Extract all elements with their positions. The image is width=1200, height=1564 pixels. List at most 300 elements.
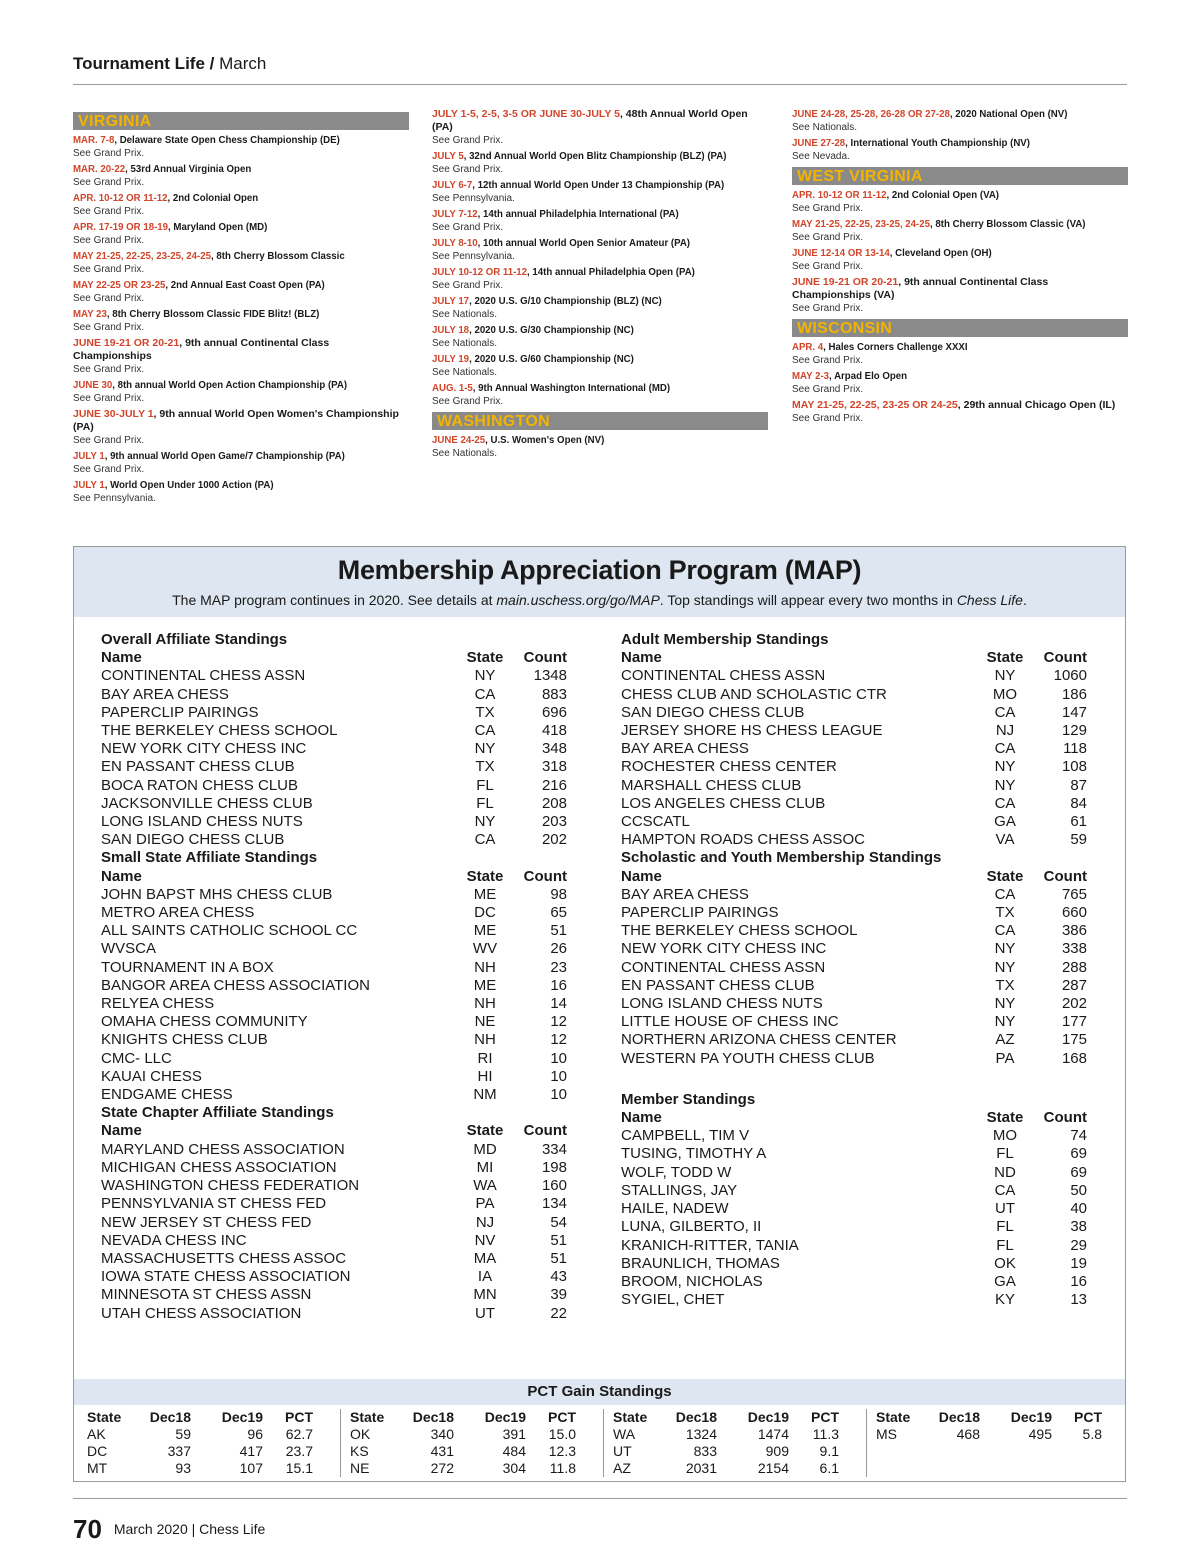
event-reference: See Grand Prix. bbox=[792, 203, 864, 214]
event-reference: See Grand Prix. bbox=[432, 164, 504, 175]
standings-title: State Chapter Affiliate Standings bbox=[101, 1104, 334, 1122]
table-row bbox=[101, 777, 567, 795]
event-listing bbox=[432, 208, 768, 234]
pct-cell: 62.7 bbox=[285, 1426, 313, 1442]
pct-header-cell: Dec19 bbox=[221, 1409, 263, 1425]
pct-gain-title: PCT Gain Standings bbox=[74, 1379, 1125, 1405]
row-state: NY bbox=[994, 667, 1016, 685]
event-title: , 9th annual Continental Class Championships bbox=[73, 337, 330, 362]
table-row bbox=[101, 1305, 567, 1323]
listing-column-1 bbox=[73, 108, 409, 508]
row-count: 186 bbox=[1061, 685, 1087, 703]
map-subtitle-text: . Top standings will appear every two months in bbox=[659, 592, 957, 608]
event-title: , 14th annual Philadelphia International (PA) bbox=[477, 208, 679, 220]
event-reference: See Grand Prix. bbox=[73, 293, 145, 304]
col-name-header: Name bbox=[101, 649, 142, 667]
row-state: NY bbox=[474, 813, 496, 831]
col-name-header: Name bbox=[101, 867, 142, 885]
row-name: BOCA RATON CHESS CLUB bbox=[101, 776, 298, 794]
table-row bbox=[101, 940, 567, 958]
event-title: , 2nd Colonial Open (VA) bbox=[886, 189, 1000, 201]
pct-header-cell: PCT bbox=[811, 1409, 839, 1425]
row-state: ME bbox=[473, 885, 497, 903]
table-row bbox=[101, 686, 567, 704]
event-reference: See Nationals. bbox=[432, 448, 498, 459]
event-title: , 8th Cherry Blossom Classic FIDE Blitz! (BLZ) bbox=[106, 308, 320, 320]
row-state: NY bbox=[994, 758, 1016, 776]
row-state: CA bbox=[474, 831, 496, 849]
footer-rule bbox=[73, 1498, 1127, 1499]
pct-cell: 93 bbox=[175, 1460, 191, 1476]
row-state: UT bbox=[475, 1304, 495, 1322]
pct-cell: 107 bbox=[239, 1460, 263, 1476]
table-row bbox=[621, 1273, 1087, 1291]
table-row bbox=[101, 1159, 567, 1177]
event-title-line bbox=[432, 237, 741, 250]
row-count: 129 bbox=[1061, 722, 1087, 740]
map-link[interactable]: main.uschess.org/go/MAP bbox=[496, 592, 660, 608]
row-count: 16 bbox=[550, 976, 567, 994]
event-listing bbox=[432, 266, 768, 292]
pct-cell: 833 bbox=[693, 1443, 717, 1459]
table-row bbox=[621, 1013, 1087, 1031]
pct-cell: 11.8 bbox=[549, 1460, 576, 1476]
col-state-header: State bbox=[986, 649, 1024, 667]
event-reference: See Pennsylvania. bbox=[73, 493, 156, 504]
row-name: BAY AREA CHESS bbox=[101, 685, 229, 703]
row-count: 208 bbox=[541, 794, 567, 812]
table-row bbox=[101, 959, 567, 977]
event-date: JULY 6-7 bbox=[432, 179, 473, 191]
row-state: AZ bbox=[995, 1031, 1015, 1049]
event-title-line bbox=[792, 137, 1101, 150]
table-row bbox=[621, 904, 1087, 922]
row-count: 14 bbox=[550, 995, 567, 1013]
col-name-header: Name bbox=[621, 649, 662, 667]
row-state: ND bbox=[994, 1163, 1016, 1181]
pct-cell: 337 bbox=[167, 1443, 191, 1459]
event-date: APR. 17-19 OR 18-19 bbox=[73, 221, 169, 233]
event-title-line bbox=[792, 341, 1101, 354]
row-state: ME bbox=[473, 922, 497, 940]
row-count: 98 bbox=[550, 885, 567, 903]
pct-cell: 484 bbox=[502, 1443, 526, 1459]
row-name: LUNA, GILBERTO, II bbox=[621, 1218, 762, 1236]
table-row bbox=[621, 1237, 1087, 1255]
table-row bbox=[621, 1291, 1087, 1309]
pct-cell: 15.0 bbox=[548, 1426, 576, 1442]
event-title-line bbox=[73, 408, 409, 434]
table-row bbox=[101, 722, 567, 740]
event-date: APR. 4 bbox=[792, 341, 824, 353]
event-reference: See Grand Prix. bbox=[73, 322, 145, 333]
table-row bbox=[621, 922, 1087, 940]
event-title-line bbox=[73, 250, 382, 263]
pct-cell: AK bbox=[87, 1426, 106, 1442]
table-row bbox=[101, 1268, 567, 1286]
row-name: JACKSONVILLE CHESS CLUB bbox=[101, 794, 313, 812]
table-row bbox=[621, 831, 1087, 849]
col-state-header: State bbox=[466, 867, 504, 885]
event-title: , 9th annual World Open Women's Championship (PA) bbox=[73, 408, 399, 433]
event-reference: See Nationals. bbox=[432, 338, 498, 349]
table-row bbox=[621, 1164, 1087, 1182]
pct-header-cell: Dec18 bbox=[675, 1409, 717, 1425]
standings-header-row bbox=[101, 649, 567, 667]
row-name: BANGOR AREA CHESS ASSOCIATION bbox=[101, 976, 370, 994]
event-title: , 8th Cherry Blossom Classic bbox=[211, 250, 345, 262]
row-state: CA bbox=[994, 922, 1016, 940]
magazine-name: Chess Life bbox=[956, 592, 1023, 608]
standings-title: Scholastic and Youth Membership Standings bbox=[621, 849, 942, 867]
row-count: 59 bbox=[1070, 831, 1087, 849]
event-title: , 48th Annual World Open (PA) bbox=[432, 108, 748, 133]
row-name: BAY AREA CHESS bbox=[621, 740, 749, 758]
row-state: NE bbox=[474, 1013, 496, 1031]
row-name: CONTINENTAL CHESS ASSN bbox=[621, 667, 826, 685]
event-listing bbox=[792, 370, 1128, 396]
event-reference: See Grand Prix. bbox=[432, 135, 504, 146]
event-date: JULY 1-5, 2-5, 3-5 OR JUNE 30-JULY 5 bbox=[432, 108, 620, 120]
event-title-line bbox=[73, 163, 382, 176]
event-reference: See Grand Prix. bbox=[432, 396, 504, 407]
col-name-header: Name bbox=[621, 1109, 662, 1127]
table-row bbox=[101, 1286, 567, 1304]
event-listing bbox=[73, 279, 409, 305]
row-count: 147 bbox=[1061, 703, 1087, 721]
row-count: 13 bbox=[1070, 1291, 1087, 1309]
row-name: CHESS CLUB AND SCHOLASTIC CTR bbox=[621, 685, 887, 703]
row-count: 1348 bbox=[533, 667, 567, 685]
row-state: KY bbox=[994, 1291, 1015, 1309]
pct-row bbox=[87, 1426, 313, 1443]
row-name: RELYEA CHESS bbox=[101, 995, 215, 1013]
row-state: PA bbox=[995, 1049, 1015, 1067]
event-date: APR. 10-12 OR 11-12 bbox=[792, 189, 887, 201]
event-reference: See Grand Prix. bbox=[792, 384, 864, 395]
event-date: MAR. 7-8 bbox=[73, 134, 115, 146]
row-name: CMC- LLC bbox=[101, 1049, 172, 1067]
event-date: JULY 10-12 OR 11-12 bbox=[432, 266, 528, 278]
row-name: KNIGHTS CHESS CLUB bbox=[101, 1031, 268, 1049]
row-state: FL bbox=[996, 1236, 1014, 1254]
row-name: MARSHALL CHESS CLUB bbox=[621, 776, 802, 794]
row-count: 19 bbox=[1070, 1254, 1087, 1272]
col-state-header: State bbox=[986, 1109, 1024, 1127]
event-title: , 2nd Annual East Coast Open (PA) bbox=[165, 279, 325, 291]
standings-header-row bbox=[621, 868, 1087, 886]
table-row bbox=[101, 1177, 567, 1195]
event-listing bbox=[432, 353, 768, 379]
event-title: , 53rd Annual Virginia Open bbox=[125, 163, 252, 175]
row-state: CA bbox=[994, 794, 1016, 812]
row-name: THE BERKELEY CHESS SCHOOL bbox=[621, 922, 858, 940]
row-name: ENDGAME CHESS bbox=[101, 1086, 233, 1104]
event-reference: See Grand Prix. bbox=[792, 303, 864, 314]
row-name: TUSING, TIMOTHY A bbox=[621, 1145, 767, 1163]
table-row bbox=[621, 667, 1087, 685]
pct-row bbox=[613, 1426, 839, 1443]
header-month: March bbox=[219, 54, 267, 73]
event-reference: See Grand Prix. bbox=[792, 261, 864, 272]
row-name: EN PASSANT CHESS CLUB bbox=[621, 976, 815, 994]
pct-cell: 5.8 bbox=[1082, 1426, 1102, 1442]
row-state: OK bbox=[994, 1254, 1016, 1272]
pct-cell: 15.1 bbox=[285, 1460, 313, 1476]
row-count: 54 bbox=[550, 1213, 567, 1231]
pct-header-cell: Dec18 bbox=[938, 1409, 980, 1425]
row-name: BAY AREA CHESS bbox=[621, 885, 749, 903]
event-title: , Arpad Elo Open bbox=[829, 370, 908, 382]
pct-cell: 2154 bbox=[757, 1460, 789, 1476]
table-row bbox=[101, 886, 567, 904]
row-state: MI bbox=[476, 1158, 494, 1176]
event-title-line bbox=[432, 108, 768, 134]
pct-cell: 468 bbox=[956, 1426, 980, 1442]
event-title-line bbox=[432, 266, 741, 279]
row-count: 12 bbox=[550, 1013, 567, 1031]
row-name: METRO AREA CHESS bbox=[101, 904, 255, 922]
standings-header-row bbox=[101, 868, 567, 886]
pct-cell: 1324 bbox=[685, 1426, 717, 1442]
table-row bbox=[621, 704, 1087, 722]
event-listing bbox=[432, 237, 768, 263]
table-row bbox=[101, 704, 567, 722]
row-count: 39 bbox=[550, 1286, 567, 1304]
standings-header-row bbox=[621, 649, 1087, 667]
table-row bbox=[621, 1050, 1087, 1068]
row-count: 883 bbox=[541, 685, 567, 703]
row-count: 348 bbox=[541, 740, 567, 758]
row-state: TX bbox=[995, 976, 1015, 994]
row-state: WV bbox=[472, 940, 498, 958]
pct-row bbox=[876, 1426, 1102, 1443]
table-row bbox=[101, 795, 567, 813]
event-date: MAY 21-25, 22-25, 23-25, 24-25 bbox=[792, 218, 931, 230]
event-title: , 9th annual Continental Class Championships (VA) bbox=[792, 276, 1049, 301]
pct-header-cell: Dec19 bbox=[484, 1409, 526, 1425]
row-count: 23 bbox=[550, 958, 567, 976]
event-title-line bbox=[792, 189, 1101, 202]
row-state: HI bbox=[477, 1067, 493, 1085]
event-title-line bbox=[432, 434, 741, 447]
row-state: NY bbox=[994, 958, 1016, 976]
pct-cell: 431 bbox=[430, 1443, 454, 1459]
listing-column-2 bbox=[432, 108, 768, 463]
event-listing bbox=[73, 250, 409, 276]
page-number: 70 bbox=[73, 1514, 102, 1544]
standings-title: Member Standings bbox=[621, 1090, 756, 1108]
table-row bbox=[101, 758, 567, 776]
pct-header-cell: State bbox=[613, 1409, 648, 1425]
row-count: 386 bbox=[1061, 922, 1087, 940]
row-count: 108 bbox=[1061, 758, 1087, 776]
event-title-line bbox=[432, 353, 741, 366]
event-reference: See Grand Prix. bbox=[792, 413, 864, 424]
row-name: WESTERN PA YOUTH CHESS CLUB bbox=[621, 1049, 875, 1067]
row-name: LONG ISLAND CHESS NUTS bbox=[621, 995, 823, 1013]
event-listing bbox=[73, 337, 409, 376]
col-name-header: Name bbox=[101, 1122, 142, 1140]
row-name: WVSCA bbox=[101, 940, 157, 958]
row-name: KRANICH-RITTER, TANIA bbox=[621, 1236, 799, 1254]
event-reference: See Grand Prix. bbox=[792, 232, 864, 243]
event-date: MAY 21-25, 22-25, 23-25, 24-25 bbox=[73, 250, 212, 262]
table-row bbox=[101, 904, 567, 922]
row-name: MASSACHUSETTS CHESS ASSOC bbox=[101, 1249, 347, 1267]
event-reference: See Nationals. bbox=[432, 367, 498, 378]
row-name: SYGIEL, CHET bbox=[621, 1291, 725, 1309]
pct-cell: 272 bbox=[430, 1460, 454, 1476]
event-date: MAY 23 bbox=[73, 308, 107, 320]
event-reference: See Grand Prix. bbox=[73, 206, 145, 217]
row-name: CONTINENTAL CHESS ASSN bbox=[621, 958, 826, 976]
row-count: 202 bbox=[1061, 995, 1087, 1013]
event-title: , 2nd Colonial Open bbox=[167, 192, 259, 204]
row-state: FL bbox=[476, 794, 494, 812]
event-listing bbox=[73, 163, 409, 189]
event-reference: See Grand Prix. bbox=[73, 264, 145, 275]
event-listing bbox=[792, 189, 1128, 215]
event-reference: See Grand Prix. bbox=[432, 280, 504, 291]
row-name: CAMPBELL, TIM V bbox=[621, 1127, 750, 1145]
row-state: MD bbox=[473, 1140, 497, 1158]
table-row bbox=[621, 1200, 1087, 1218]
pct-cell: 2031 bbox=[685, 1460, 717, 1476]
row-state: WA bbox=[473, 1177, 497, 1195]
row-name: JOHN BAPST MHS CHESS CLUB bbox=[101, 885, 333, 903]
event-date: JUNE 30 bbox=[73, 379, 113, 391]
pct-header-row bbox=[350, 1409, 576, 1426]
pct-header-cell: State bbox=[876, 1409, 911, 1425]
table-row bbox=[101, 1031, 567, 1049]
table-row bbox=[101, 740, 567, 758]
row-name: LOS ANGELES CHESS CLUB bbox=[621, 794, 826, 812]
event-listing bbox=[73, 308, 409, 334]
table-row bbox=[621, 995, 1087, 1013]
event-reference: See Nationals. bbox=[792, 122, 858, 133]
pct-row bbox=[350, 1443, 576, 1460]
row-count: 198 bbox=[541, 1158, 567, 1176]
row-count: 61 bbox=[1070, 813, 1087, 831]
row-state: MN bbox=[473, 1286, 497, 1304]
map-subtitle bbox=[74, 592, 1125, 608]
event-reference: See Grand Prix. bbox=[73, 464, 145, 475]
event-date: MAY 2-3 bbox=[792, 370, 830, 382]
pct-header-cell: Dec18 bbox=[149, 1409, 191, 1425]
row-name: PENNSYLVANIA ST CHESS FED bbox=[101, 1195, 327, 1213]
event-listing bbox=[792, 108, 1128, 134]
table-row bbox=[621, 686, 1087, 704]
table-row bbox=[621, 777, 1087, 795]
map-subtitle-text: The MAP program continues in 2020. See details at bbox=[172, 592, 497, 608]
row-count: 10 bbox=[550, 1049, 567, 1067]
pct-header-cell: State bbox=[87, 1409, 122, 1425]
row-count: 1060 bbox=[1053, 667, 1087, 685]
event-date: JUNE 24-25 bbox=[432, 434, 486, 446]
table-row bbox=[621, 758, 1087, 776]
event-listing bbox=[792, 137, 1128, 163]
row-count: 202 bbox=[541, 831, 567, 849]
event-date: MAR. 20-22 bbox=[73, 163, 126, 175]
row-state: CA bbox=[994, 703, 1016, 721]
row-name: ALL SAINTS CATHOLIC SCHOOL CC bbox=[101, 922, 358, 940]
event-date: MAY 21-25, 22-25, 23-25 OR 24-25 bbox=[792, 399, 958, 411]
pct-header-row bbox=[87, 1409, 313, 1426]
table-row bbox=[621, 813, 1087, 831]
row-count: 38 bbox=[1070, 1218, 1087, 1236]
event-date: JUNE 19-21 OR 20-21 bbox=[792, 276, 899, 288]
standings-title: Overall Affiliate Standings bbox=[101, 631, 288, 648]
event-title-line bbox=[432, 295, 741, 308]
pct-group bbox=[876, 1409, 1102, 1443]
event-title-line bbox=[73, 308, 382, 321]
pct-cell: 495 bbox=[1028, 1426, 1052, 1442]
event-listing bbox=[432, 295, 768, 321]
row-name: NEW JERSEY ST CHESS FED bbox=[101, 1213, 312, 1231]
event-date: JULY 19 bbox=[432, 353, 470, 365]
table-row bbox=[621, 1145, 1087, 1163]
row-state: NH bbox=[474, 958, 496, 976]
row-count: 203 bbox=[541, 813, 567, 831]
pct-cell: 909 bbox=[765, 1443, 789, 1459]
event-date: JULY 5 bbox=[432, 150, 464, 162]
pct-cell: 9.1 bbox=[819, 1443, 839, 1459]
row-count: 338 bbox=[1061, 940, 1087, 958]
row-name: SAN DIEGO CHESS CLUB bbox=[101, 831, 285, 849]
row-state: FL bbox=[996, 1145, 1014, 1163]
header-rule bbox=[73, 84, 1127, 85]
event-reference: See Nationals. bbox=[432, 309, 498, 320]
table-row bbox=[621, 1218, 1087, 1236]
pct-cell: 59 bbox=[175, 1426, 191, 1442]
header-separator: / bbox=[209, 54, 215, 73]
standings-header-row bbox=[101, 1122, 567, 1140]
page-footer bbox=[73, 1514, 265, 1545]
col-state-header: State bbox=[986, 867, 1024, 885]
row-count: 160 bbox=[541, 1177, 567, 1195]
event-title: , Delaware State Open Chess Championship (DE) bbox=[114, 134, 340, 146]
event-listing bbox=[792, 399, 1128, 425]
event-title-line bbox=[432, 208, 741, 221]
event-reference: See Grand Prix. bbox=[73, 435, 145, 446]
table-row bbox=[621, 977, 1087, 995]
col-count-header: Count bbox=[1043, 1109, 1087, 1127]
row-state: CA bbox=[994, 1181, 1016, 1199]
event-date: JULY 8-10 bbox=[432, 237, 478, 249]
event-title-line bbox=[792, 218, 1101, 231]
row-count: 51 bbox=[550, 922, 567, 940]
event-listing bbox=[432, 150, 768, 176]
event-title-line bbox=[73, 337, 409, 363]
pct-cell: 12.3 bbox=[548, 1443, 576, 1459]
row-state: TX bbox=[475, 758, 495, 776]
pct-row bbox=[87, 1443, 313, 1460]
table-row bbox=[101, 1232, 567, 1250]
row-state: NM bbox=[473, 1086, 497, 1104]
row-state: GA bbox=[994, 813, 1016, 831]
event-date: JUNE 12-14 OR 13-14 bbox=[792, 247, 890, 259]
pct-cell: 417 bbox=[239, 1443, 263, 1459]
row-state: VA bbox=[995, 831, 1015, 849]
row-name: HAILE, NADEW bbox=[621, 1200, 729, 1218]
event-title: , 29th annual Chicago Open (IL) bbox=[957, 399, 1116, 411]
event-title: , 10th annual World Open Senior Amateur (PA) bbox=[477, 237, 691, 249]
map-box bbox=[73, 546, 1126, 1482]
event-date: JUNE 19-21 OR 20-21 bbox=[73, 337, 180, 349]
event-listing bbox=[432, 179, 768, 205]
row-name: IOWA STATE CHESS ASSOCIATION bbox=[101, 1268, 351, 1286]
